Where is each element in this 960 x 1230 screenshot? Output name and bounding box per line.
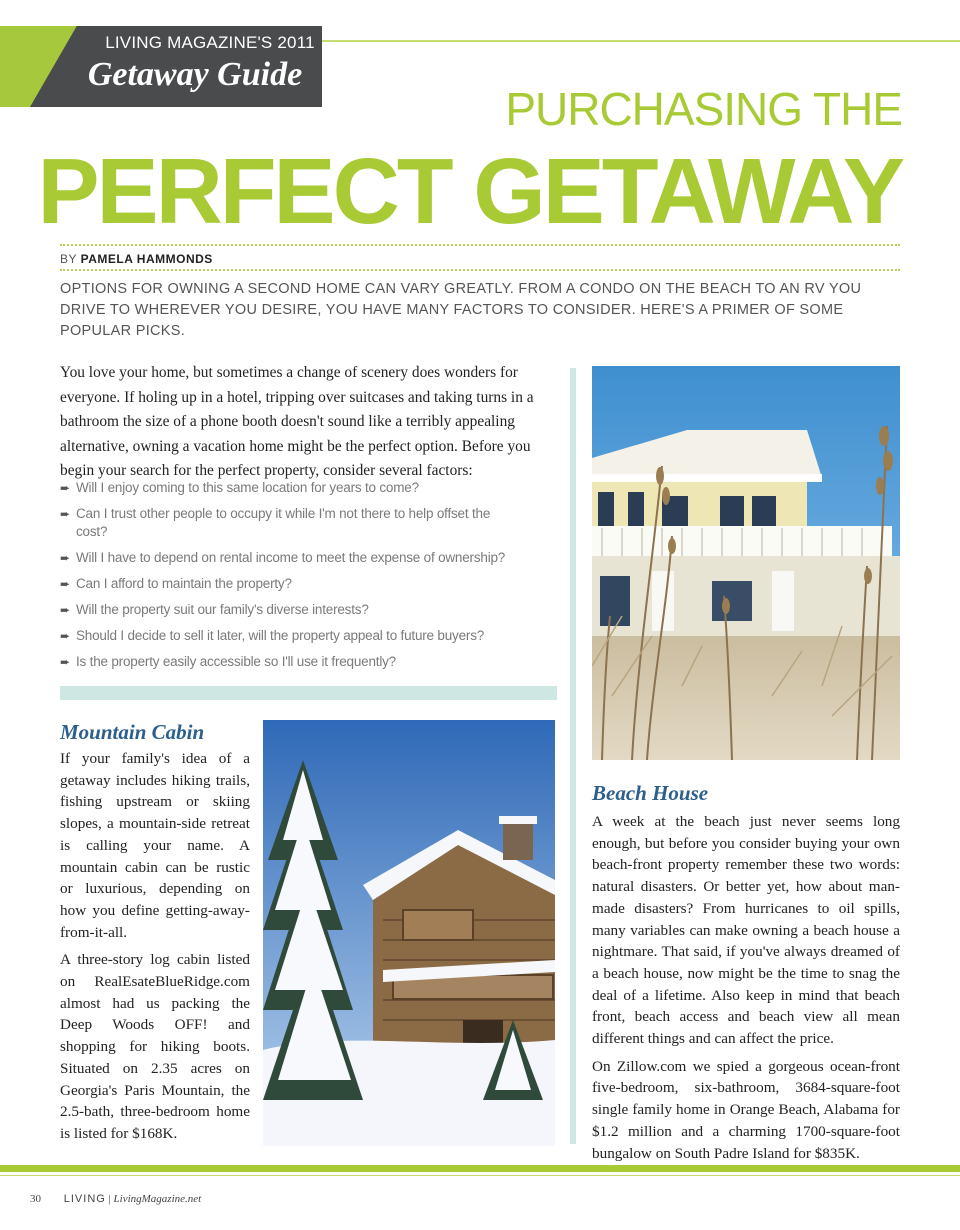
headline-small: PURCHASING THE [505,83,902,135]
magazine-title: LIVING MAGAZINE'S 2011 [105,33,315,52]
mountain-cabin-paragraph: A three-story log cabin listed on RealEsateBlueRidge.com almost had us packing the Deep Woods OFF! and shopping for hiking boots. Situated on 2.35 acres on Georgia's Paris Mountain, the 2.5-bath, three-bedroom home is listed for $168K. [60,951,250,1142]
factor-list [60,479,560,679]
guide-title: Getaway Guide [87,56,303,93]
byline-author: PAMELA HAMMONDS [80,252,213,266]
beach-house-paragraph: A week at the beach just never seems long enough, but before you consider buying your own beach-front property remember these two words: natural disasters. Or better yet, how about man-made disasters? From hurricanes to oil spills, many variables can make owning a beach house a nightmare. That said, if you've always dreamed of a beach house, now might be the time to snag the deal of a lifetime. Also keep in mind that beach front, beach access and beach view all mean different things and can affect the price. [592,813,900,1048]
list-item: ➨ Can I trust other people to occupy it while I'm not there to help offset the cost? [60,505,560,541]
article-dek: OPTIONS FOR OWNING A SECOND HOME CAN VARY GREATLY. FROM A CONDO ON THE BEACH TO AN RV YOU DRIVE TO WHEREVER YOU DESIRE, YOU HAVE MANY FACTORS TO CONSIDER. HERE'S A PRIMER OF SOME POPULAR PICKS. [60,281,862,339]
footer-rule [0,1175,960,1176]
byline-prefix: BY [60,252,77,266]
byline [60,252,213,266]
beach-house-heading: Beach House [592,781,709,805]
mountain-cabin-paragraph: If your family's idea of a getaway includes hiking trails, fishing upstream or skiing slopes, a mountain-side retreat is calling your name. A mountain cabin can be rustic or luxurious, depending on how you define getting-away-from-it-all. [60,750,250,941]
dotted-divider-top [60,244,900,246]
headline-big: PERFECT GETAWAY [37,139,902,243]
list-item: ➨ Is the property easily accessible so I'll use it frequently? [60,653,560,671]
beach-house-body [592,811,900,1170]
section-divider-bar [60,686,557,700]
list-item: ➨ Will the property suit our family's diverse interests? [60,601,560,619]
banner-rule [322,40,960,42]
beach-house-photo [592,366,900,760]
page-number: 30 [30,1193,41,1205]
list-item: ➨ Should I decide to sell it later, will the property appeal to future buyers? [60,627,560,645]
mountain-cabin-heading: Mountain Cabin [60,720,205,744]
beach-house-paragraph: On Zillow.com we spied a gorgeous ocean-front five-bedroom, six-bathroom, 3684-square-foot single family home in Orange Beach, Alabama for $1.2 million and a charming 1700-square-foot bungalow on South Padre Island for $835K. [592,1057,900,1162]
column-rule [570,368,576,1144]
page-footer [30,1193,201,1205]
intro-paragraph: You love your home, but sometimes a change of scenery does wonders for everyone. If holing up in a hotel, tripping over suitcases and taking turns in a bathroom the size of a phone booth doesn't sound like a terribly appealing alternative, owning a vacation home might be the perfect option. Before you begin your search for the perfect property, consider several factors: [60,364,534,480]
list-item: ➨ Will I enjoy coming to this same location for years to come? [60,479,560,497]
footer-brand: LIVING [63,1193,106,1205]
footer-bar [0,1165,960,1172]
footer-site: LivingMagazine.net [113,1193,202,1205]
footer-separator: | [108,1193,111,1205]
list-item: ➨ Can I afford to maintain the property? [60,575,560,593]
mountain-cabin-body [60,748,250,1151]
dotted-divider-bottom [60,269,900,271]
mountain-cabin-photo [263,720,555,1146]
list-item: ➨ Will I have to depend on rental income to meet the expense of ownership? [60,549,560,567]
